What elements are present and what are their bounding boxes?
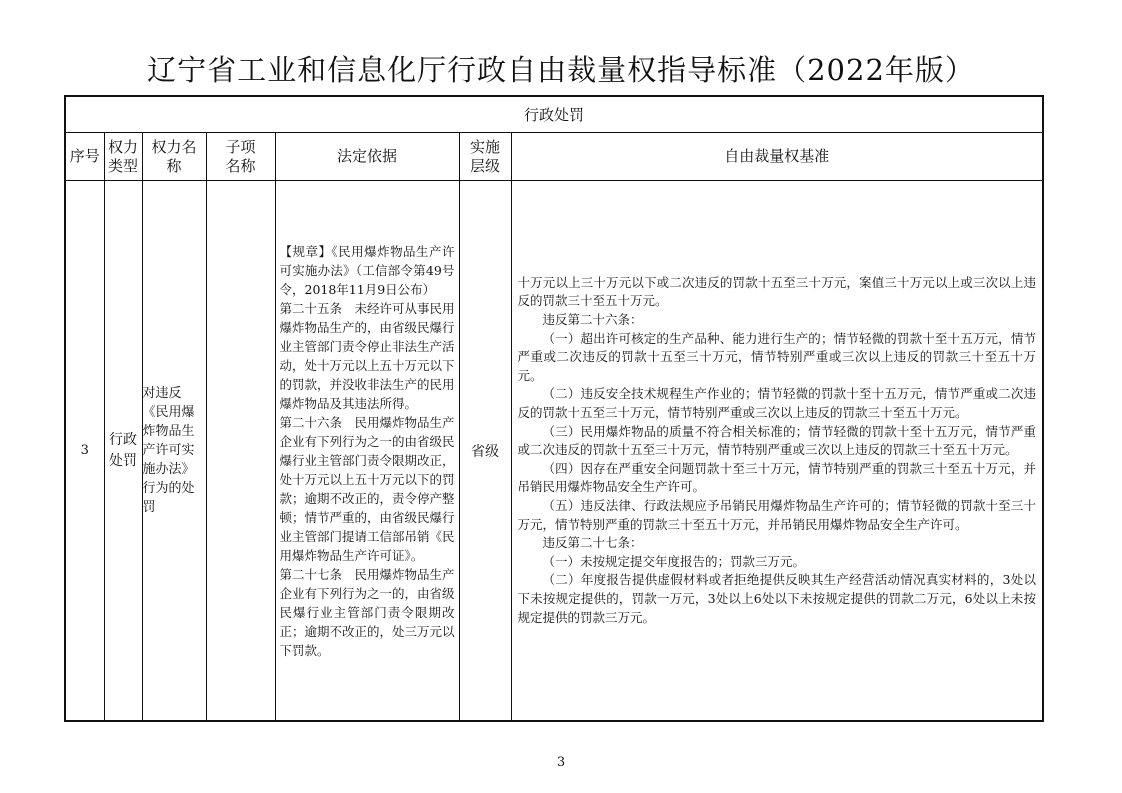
header-sub-name: 子项名称 bbox=[206, 133, 275, 181]
row-seq: 3 bbox=[65, 181, 104, 722]
standard-paragraph: 违反第二十六条： bbox=[542, 312, 643, 328]
basis-paragraph: 第二十六条 民用爆炸物品生产企业有下列行为之一的由省级民爆行业主管部门责令限期改正，处十万元以上五十万元以下的罚款；逾期不改正的，责令停产整顿；情节严重的，由省级民爆行业主管部门提请工信部吊销《民用爆炸物品生产许可证》。 bbox=[279, 414, 455, 563]
discretion-table bbox=[64, 95, 1044, 722]
row-sub-name bbox=[206, 181, 275, 722]
row-level: 省级 bbox=[459, 181, 511, 722]
header-standard: 自由裁量权基准 bbox=[511, 133, 1043, 181]
header-seq: 序号 bbox=[65, 133, 104, 181]
basis-paragraph: 第二十五条 未经许可从事民用爆炸物品生产的，由省级民爆行业主管部门责令停止非法生产活动，处十万元以上五十万元以下的罚款，并没收非法生产的民用爆炸物品及其违法所得。 bbox=[279, 300, 455, 411]
row-power-type: 行政处罚 bbox=[104, 181, 142, 722]
header-basis: 法定依据 bbox=[275, 133, 459, 181]
standard-paragraph: （一）未按规定提交年度报告的；罚款三万元。 bbox=[542, 553, 806, 569]
standard-paragraph: （二）违反安全技术规程生产作业的；情节轻微的罚款十至十五万元，情节严重或二次违反的罚款十五至三十万元，情节特别严重或三次以上违反的罚款三十至五十万元。 bbox=[517, 386, 1036, 421]
header-power-name: 权力名称 bbox=[142, 133, 206, 181]
row-standard bbox=[511, 181, 1043, 722]
standard-paragraph: （五）违反法律、行政法规应予吊销民用爆炸物品生产许可的；情节轻微的罚款十至三十万元，情节特别严重的罚款三十至五十万元，并吊销民用爆炸物品安全生产许可。 bbox=[517, 497, 1036, 532]
header-power-type: 权力类型 bbox=[104, 133, 142, 181]
header-level: 实施层级 bbox=[459, 133, 511, 181]
basis-paragraph: 【规章】《民用爆炸物品生产许可实施办法》（工信部令第49号令，2018年11月9日公布） bbox=[279, 243, 455, 297]
document-title: 辽宁省工业和信息化厅行政自由裁量权指导标准（2022年版） bbox=[147, 53, 975, 87]
standard-paragraph: （四）因存在严重安全问题罚款十至三十万元，情节特别严重的罚款三十至五十万元，并吊销民用爆炸物品安全生产许可。 bbox=[517, 460, 1036, 495]
standard-paragraph: （二）年度报告提供虚假材料或者拒绝提供反映其生产经营活动情况真实材料的，3处以下未按规定提供的，罚款一万元，3处以上6处以下未按规定提供的罚款二万元，6处以上未按规定提供的罚款三万元。 bbox=[517, 572, 1036, 625]
standard-paragraph: （一）超出许可核定的生产品种、能力进行生产的；情节轻微的罚款十至十五万元，情节严重或二次违反的罚款十五至三十万元，情节特别严重或三次以上违反的罚款三十至五十万元。 bbox=[517, 330, 1036, 383]
standard-paragraph: （三）民用爆炸物品的质量不符合相关标准的；情节轻微的罚款十至十五万元，情节严重或二次违反的罚款十五至三十万元，情节特别严重或三次以上违反的罚款三十至五十万元。 bbox=[517, 423, 1036, 458]
row-power-name: 对违反《民用爆炸物品生产许可实施办法》行为的处罚 bbox=[142, 181, 206, 722]
section-header: 行政处罚 bbox=[65, 96, 1043, 133]
standard-paragraph: 违反第二十七条： bbox=[542, 535, 643, 551]
basis-paragraph: 第二十七条 民用爆炸物品生产企业有下列行为之一的，由省级民爆行业主管部门责令限期改正；逾期不改正的，处三万元以下罚款。 bbox=[279, 566, 455, 658]
page-number: 3 bbox=[556, 755, 566, 770]
row-legal-basis bbox=[275, 181, 459, 722]
standard-paragraph: 十万元以上三十万元以下或二次违反的罚款十五至三十万元，案值三十万元以上或三次以上违反的罚款三十至五十万元。 bbox=[517, 274, 1036, 309]
table-row bbox=[65, 181, 1043, 722]
